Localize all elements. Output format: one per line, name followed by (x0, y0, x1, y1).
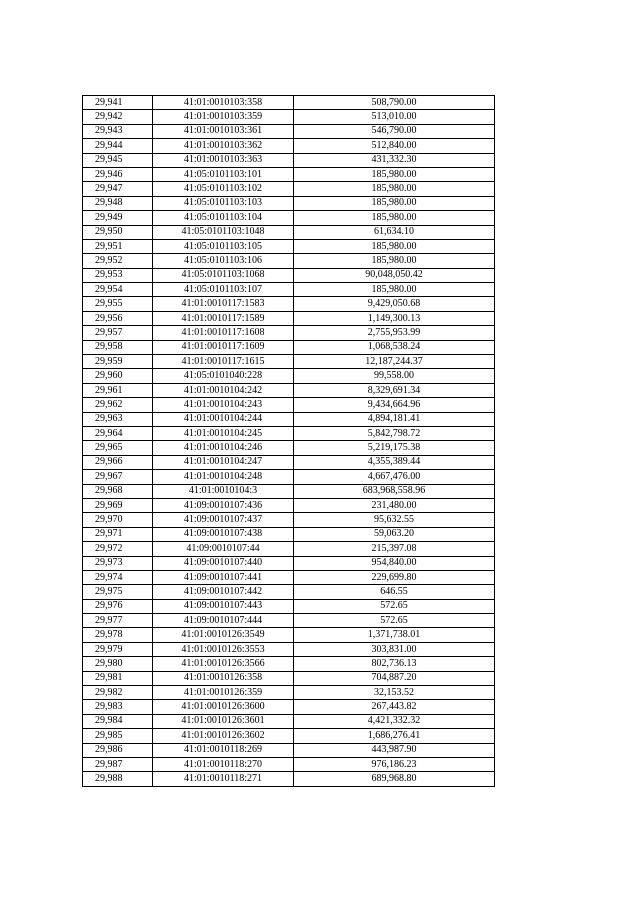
cadastral-value: 512,840.00 (294, 139, 495, 153)
row-number: 29,976 (83, 599, 153, 613)
table-row (83, 110, 495, 124)
row-number: 29,971 (83, 527, 153, 541)
table-row (83, 283, 495, 297)
cadastral-value: 802,736.13 (294, 657, 495, 671)
table-row (83, 556, 495, 570)
row-number: 29,974 (83, 570, 153, 584)
cadastral-value: 303,831.00 (294, 642, 495, 656)
cadastral-value: 689,968.80 (294, 772, 495, 786)
table-row (83, 326, 495, 340)
cadastral-value: 508,790.00 (294, 96, 495, 110)
cadastral-number: 41:09:0010107:438 (153, 527, 294, 541)
cadastral-number: 41:01:0010103:358 (153, 96, 294, 110)
cadastral-value: 267,443.82 (294, 700, 495, 714)
row-number: 29,979 (83, 642, 153, 656)
row-number: 29,951 (83, 239, 153, 253)
table-row (83, 772, 495, 786)
table-row (83, 340, 495, 354)
row-number: 29,969 (83, 498, 153, 512)
cadastral-number: 41:01:0010126:3566 (153, 657, 294, 671)
cadastral-value: 513,010.00 (294, 110, 495, 124)
table-row (83, 757, 495, 771)
cadastral-number: 41:01:0010126:359 (153, 686, 294, 700)
row-number: 29,986 (83, 743, 153, 757)
row-number: 29,982 (83, 686, 153, 700)
cadastral-value: 683,968,558.96 (294, 484, 495, 498)
row-number: 29,947 (83, 182, 153, 196)
table-row (83, 268, 495, 282)
cadastral-value: 185,980.00 (294, 283, 495, 297)
cadastral-number: 41:05:0101103:106 (153, 254, 294, 268)
cadastral-value: 61,634.10 (294, 225, 495, 239)
cadastral-number: 41:01:0010104:246 (153, 441, 294, 455)
cadastral-number: 41:01:0010117:1589 (153, 311, 294, 325)
row-number: 29,942 (83, 110, 153, 124)
cadastral-number: 41:01:0010117:1609 (153, 340, 294, 354)
cadastral-value: 1,371,738.01 (294, 628, 495, 642)
cadastral-value: 704,887.20 (294, 671, 495, 685)
row-number: 29,958 (83, 340, 153, 354)
cadastral-number: 41:01:0010104:245 (153, 426, 294, 440)
cadastral-number: 41:05:0101103:104 (153, 211, 294, 225)
cadastral-value: 185,980.00 (294, 167, 495, 181)
row-number: 29,955 (83, 297, 153, 311)
cadastral-value: 1,686,276.41 (294, 729, 495, 743)
cadastral-value: 431,332.30 (294, 153, 495, 167)
cadastral-number: 41:05:0101040:228 (153, 369, 294, 383)
row-number: 29,977 (83, 614, 153, 628)
row-number: 29,961 (83, 383, 153, 397)
cadastral-number: 41:01:0010103:361 (153, 124, 294, 138)
cadastral-number: 41:01:0010118:269 (153, 743, 294, 757)
row-number: 29,968 (83, 484, 153, 498)
table-row (83, 671, 495, 685)
table-row (83, 383, 495, 397)
cadastral-number: 41:01:0010126:3601 (153, 714, 294, 728)
cadastral-value: 99,558.00 (294, 369, 495, 383)
cadastral-value: 215,397.08 (294, 542, 495, 556)
cadastral-number: 41:01:0010126:3553 (153, 642, 294, 656)
row-number: 29,957 (83, 326, 153, 340)
table-row (83, 542, 495, 556)
row-number: 29,963 (83, 412, 153, 426)
table-row (83, 686, 495, 700)
row-number: 29,954 (83, 283, 153, 297)
table-row (83, 700, 495, 714)
row-number: 29,959 (83, 355, 153, 369)
cadastral-value: 4,667,476.00 (294, 470, 495, 484)
cadastral-number: 41:01:0010104:243 (153, 398, 294, 412)
row-number: 29,953 (83, 268, 153, 282)
cadastral-value: 229,699.80 (294, 570, 495, 584)
cadastral-number: 41:09:0010107:437 (153, 513, 294, 527)
cadastral-number: 41:09:0010107:444 (153, 614, 294, 628)
table-row (83, 599, 495, 613)
row-number: 29,987 (83, 757, 153, 771)
table-row (83, 311, 495, 325)
cadastral-number: 41:01:0010126:3602 (153, 729, 294, 743)
table-row (83, 614, 495, 628)
row-number: 29,981 (83, 671, 153, 685)
table-row (83, 657, 495, 671)
cadastral-number: 41:01:0010104:248 (153, 470, 294, 484)
cadastral-number: 41:01:0010126:3549 (153, 628, 294, 642)
cadastral-number: 41:09:0010107:441 (153, 570, 294, 584)
row-number: 29,983 (83, 700, 153, 714)
cadastral-value: 8,329,691.34 (294, 383, 495, 397)
cadastral-number: 41:01:0010118:270 (153, 757, 294, 771)
cadastral-value: 185,980.00 (294, 196, 495, 210)
cadastral-value: 4,355,389.44 (294, 455, 495, 469)
table-row (83, 297, 495, 311)
cadastral-value: 185,980.00 (294, 239, 495, 253)
row-number: 29,970 (83, 513, 153, 527)
cadastral-number: 41:05:0101103:1048 (153, 225, 294, 239)
cadastral-number: 41:09:0010107:443 (153, 599, 294, 613)
table-row (83, 642, 495, 656)
table-row (83, 124, 495, 138)
cadastral-value: 443,987.90 (294, 743, 495, 757)
table-row (83, 153, 495, 167)
cadastral-number: 41:05:0101103:1068 (153, 268, 294, 282)
cadastral-value: 1,068,538.24 (294, 340, 495, 354)
table-row (83, 570, 495, 584)
table-row (83, 714, 495, 728)
table-row (83, 355, 495, 369)
cadastral-number: 41:05:0101103:102 (153, 182, 294, 196)
cadastral-number: 41:05:0101103:107 (153, 283, 294, 297)
cadastral-value: 185,980.00 (294, 182, 495, 196)
cadastral-value: 9,429,050.68 (294, 297, 495, 311)
cadastral-number: 41:01:0010103:363 (153, 153, 294, 167)
cadastral-value: 32,153.52 (294, 686, 495, 700)
cadastral-number: 41:01:0010103:362 (153, 139, 294, 153)
cadastral-value: 185,980.00 (294, 254, 495, 268)
row-number: 29,943 (83, 124, 153, 138)
table-row (83, 196, 495, 210)
table-row (83, 527, 495, 541)
cadastral-value-table (82, 95, 495, 787)
cadastral-number: 41:09:0010107:44 (153, 542, 294, 556)
row-number: 29,948 (83, 196, 153, 210)
cadastral-number: 41:05:0101103:105 (153, 239, 294, 253)
table-row (83, 484, 495, 498)
table-row (83, 167, 495, 181)
cadastral-value: 5,219,175.38 (294, 441, 495, 455)
cadastral-number: 41:01:0010103:359 (153, 110, 294, 124)
table-row (83, 426, 495, 440)
row-number: 29,965 (83, 441, 153, 455)
table-row (83, 441, 495, 455)
cadastral-value: 546,790.00 (294, 124, 495, 138)
row-number: 29,952 (83, 254, 153, 268)
cadastral-number: 41:09:0010107:442 (153, 585, 294, 599)
cadastral-number: 41:01:0010118:271 (153, 772, 294, 786)
row-number: 29,984 (83, 714, 153, 728)
cadastral-value: 1,149,300.13 (294, 311, 495, 325)
table-row (83, 254, 495, 268)
table-row (83, 96, 495, 110)
row-number: 29,967 (83, 470, 153, 484)
cadastral-value: 2,755,953.99 (294, 326, 495, 340)
row-number: 29,946 (83, 167, 153, 181)
cadastral-value: 12,187,244.37 (294, 355, 495, 369)
table-row (83, 139, 495, 153)
table-row (83, 412, 495, 426)
table-row (83, 239, 495, 253)
row-number: 29,950 (83, 225, 153, 239)
table-row (83, 513, 495, 527)
row-number: 29,945 (83, 153, 153, 167)
cadastral-value: 4,894,181.41 (294, 412, 495, 426)
table-body (83, 96, 495, 787)
cadastral-number: 41:05:0101103:101 (153, 167, 294, 181)
row-number: 29,980 (83, 657, 153, 671)
row-number: 29,962 (83, 398, 153, 412)
row-number: 29,960 (83, 369, 153, 383)
cadastral-number: 41:09:0010107:436 (153, 498, 294, 512)
table-row (83, 470, 495, 484)
cadastral-value: 9,434,664.96 (294, 398, 495, 412)
cadastral-value: 95,632.55 (294, 513, 495, 527)
row-number: 29,964 (83, 426, 153, 440)
cadastral-number: 41:01:0010126:3600 (153, 700, 294, 714)
row-number: 29,966 (83, 455, 153, 469)
cadastral-number: 41:01:0010117:1583 (153, 297, 294, 311)
table-row (83, 455, 495, 469)
row-number: 29,973 (83, 556, 153, 570)
row-number: 29,949 (83, 211, 153, 225)
cadastral-number: 41:05:0101103:103 (153, 196, 294, 210)
table-row (83, 225, 495, 239)
row-number: 29,941 (83, 96, 153, 110)
table-row (83, 628, 495, 642)
cadastral-value: 5,842,798.72 (294, 426, 495, 440)
cadastral-number: 41:09:0010107:440 (153, 556, 294, 570)
row-number: 29,972 (83, 542, 153, 556)
cadastral-value: 646.55 (294, 585, 495, 599)
table-row (83, 182, 495, 196)
table-row (83, 498, 495, 512)
table-row (83, 743, 495, 757)
table-row (83, 369, 495, 383)
cadastral-number: 41:01:0010104:244 (153, 412, 294, 426)
cadastral-number: 41:01:0010117:1608 (153, 326, 294, 340)
table-row (83, 729, 495, 743)
table-row (83, 211, 495, 225)
cadastral-value: 185,980.00 (294, 211, 495, 225)
cadastral-value: 4,421,332.32 (294, 714, 495, 728)
cadastral-number: 41:01:0010104:242 (153, 383, 294, 397)
cadastral-number: 41:01:0010104:247 (153, 455, 294, 469)
row-number: 29,956 (83, 311, 153, 325)
cadastral-number: 41:01:0010126:358 (153, 671, 294, 685)
cadastral-value: 231,480.00 (294, 498, 495, 512)
cadastral-value: 90,048,050.42 (294, 268, 495, 282)
row-number: 29,978 (83, 628, 153, 642)
table-row (83, 398, 495, 412)
row-number: 29,985 (83, 729, 153, 743)
cadastral-number: 41:01:0010117:1615 (153, 355, 294, 369)
cadastral-value: 976,186.23 (294, 757, 495, 771)
cadastral-number: 41:01:0010104:3 (153, 484, 294, 498)
cadastral-value: 954,840.00 (294, 556, 495, 570)
row-number: 29,944 (83, 139, 153, 153)
cadastral-value: 572.65 (294, 614, 495, 628)
table-row (83, 585, 495, 599)
row-number: 29,975 (83, 585, 153, 599)
cadastral-value: 572.65 (294, 599, 495, 613)
cadastral-value: 59,063.20 (294, 527, 495, 541)
row-number: 29,988 (83, 772, 153, 786)
